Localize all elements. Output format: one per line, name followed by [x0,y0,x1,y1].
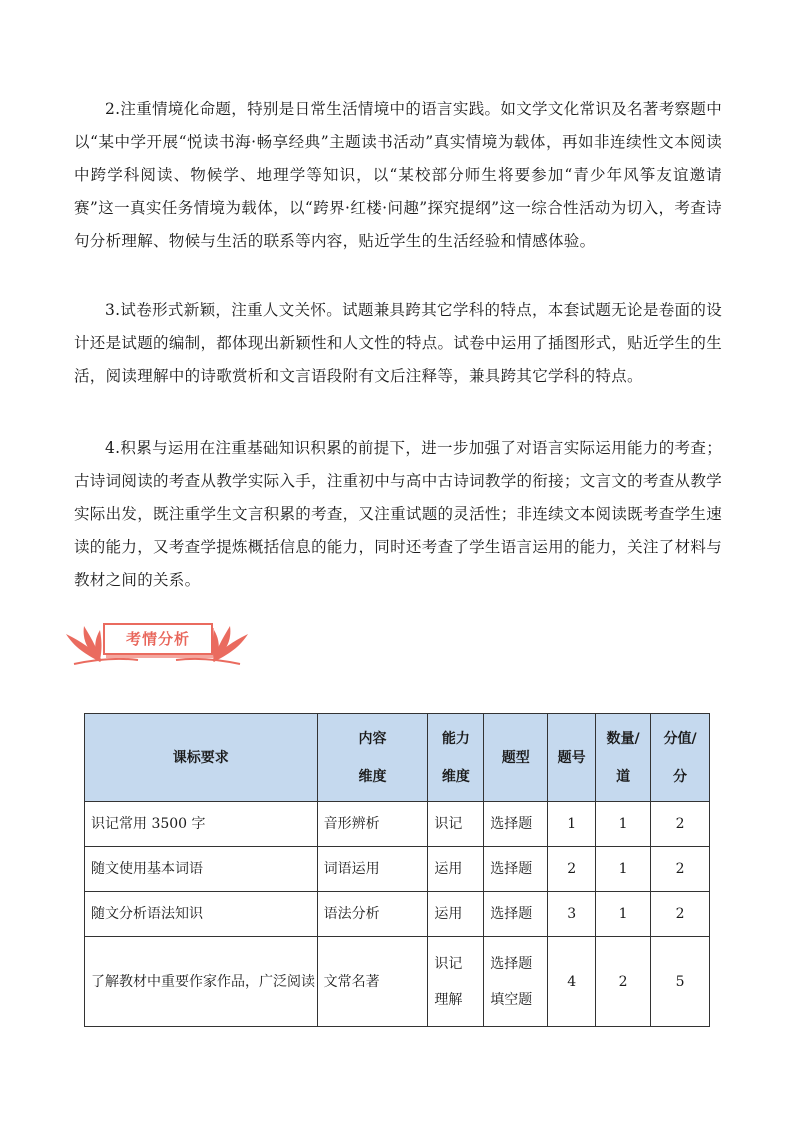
header-content: 内容 维度 [317,714,428,802]
table-row [85,802,710,847]
cell-number: 1 [548,802,596,847]
cell-ability: 识记 理解 [428,937,484,1027]
header-score: 分值/ 分 [651,714,710,802]
cell-ability: 识记 [428,802,484,847]
header-requirement: 课标要求 [85,714,318,802]
cell-content: 语法分析 [317,892,428,937]
table-row [85,937,710,1027]
cell-requirement: 了解教材中重要作家作品，广泛阅读 [85,937,318,1027]
cell-content: 文常名著 [317,937,428,1027]
table-row [85,892,710,937]
cell-number: 4 [548,937,596,1027]
exam-analysis-table [84,713,710,1027]
cell-score: 2 [651,802,710,847]
paragraph-4: 4.积累与运用在注重基础知识积累的前提下，进一步加强了对语言实际运用能力的考查；古诗词阅读的考查从教学实际入手，注重初中与高中古诗词教学的衔接；文言文的考查从教学实际出发，既注重学生文言积累的考查，又注重试题的灵活性；非连续文本阅读既考查学生速读的能力，又考查学提炼概括信息的能力，同时还考查了学生语言运用的能力，关注了材料与教材之间的关系。 [74,439,722,589]
left-leaf-icon [66,626,102,662]
section-title: 考情分析 [125,630,190,648]
right-leaf-icon [212,626,248,662]
cell-type: 选择题 [484,892,548,937]
header-ability: 能力 维度 [428,714,484,802]
cell-score: 5 [651,937,710,1027]
cell-type: 选择题 [484,847,548,892]
table-row [85,847,710,892]
cell-content: 词语运用 [317,847,428,892]
cell-content: 音形辨析 [317,802,428,847]
cell-count: 2 [596,937,651,1027]
header-type: 题型 [484,714,548,802]
cell-count: 1 [596,847,651,892]
cell-type: 选择题 [484,802,548,847]
cell-number: 3 [548,892,596,937]
cell-type: 选择题 填空题 [484,937,548,1027]
cell-count: 1 [596,892,651,937]
cell-score: 2 [651,892,710,937]
cell-count: 1 [596,802,651,847]
cell-requirement: 识记常用 3500 字 [85,802,318,847]
cell-requirement: 随文使用基本词语 [85,847,318,892]
table-header-row [85,714,710,802]
cell-ability: 运用 [428,847,484,892]
header-number: 题号 [548,714,596,802]
cell-number: 2 [548,847,596,892]
cell-requirement: 随文分析语法知识 [85,892,318,937]
cell-ability: 运用 [428,892,484,937]
cell-score: 2 [651,847,710,892]
paragraph-3: 3.试卷形式新颖，注重人文关怀。试题兼具跨其它学科的特点，本套试题无论是卷面的设计还是试题的编制，都体现出新颖性和人文性的特点。试卷中运用了插图形式，贴近学生的生活，阅读理解中的诗歌赏析和文言语段附有文后注释等，兼具跨其它学科的特点。 [74,301,722,385]
paragraph-2: 2.注重情境化命题，特别是日常生活情境中的语言实践。如文学文化常识及名著考察题中以“某中学开展“悦读书海·畅享经典”主题读书活动”真实情境为载体，再如非连续性文本阅读中跨学科阅读、物候学、地理学等知识，以“某校部分师生将要参加“青少年风筝友谊邀请赛”这一真实任务情境为载体，以“跨界·红楼·问趣”探究提纲”这一综合性活动为切入，考查诗句分析理解、物候与生活的联系等内容，贴近学生的生活经验和情感体验。 [74,100,722,250]
header-count: 数量/ 道 [596,714,651,802]
